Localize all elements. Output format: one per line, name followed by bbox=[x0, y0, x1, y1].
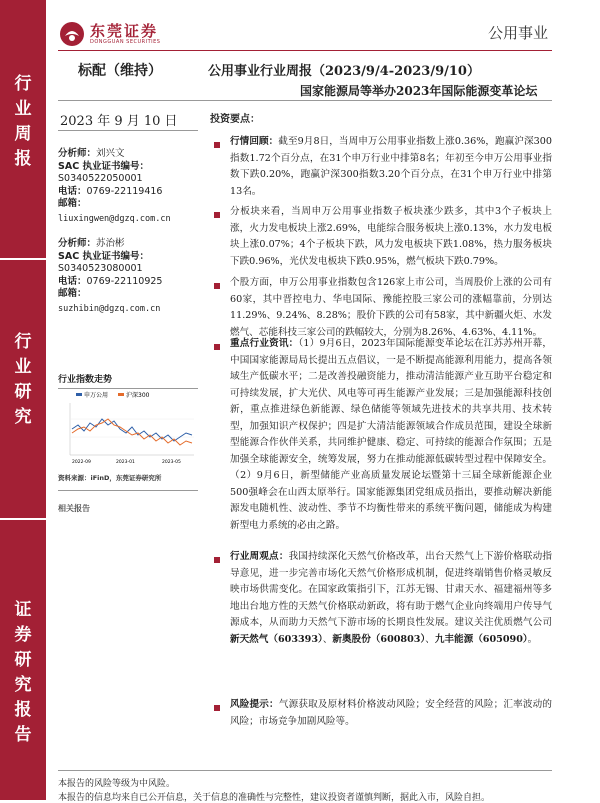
band-char: 研 bbox=[14, 650, 32, 670]
separator: 、 bbox=[425, 633, 435, 645]
report-date: 2023 年 9 月 10 日 bbox=[60, 114, 178, 129]
date-rule bbox=[58, 130, 198, 131]
analyst-name: 刘兴文 bbox=[96, 148, 125, 159]
report-subtitle: 国家能源局等举办2023年国际能源变革论坛 bbox=[300, 84, 538, 98]
bullet-icon bbox=[214, 344, 220, 350]
email-link[interactable]: suzhibin@dgzq.com.cn bbox=[58, 303, 161, 314]
rating: 标配（维持） bbox=[78, 63, 162, 79]
separator: 、 bbox=[322, 633, 333, 645]
title-rule bbox=[58, 100, 552, 101]
band-section-industry-research bbox=[0, 330, 46, 430]
bullet-icon bbox=[214, 283, 220, 289]
sector-label: 公用事业 bbox=[488, 24, 549, 42]
band-char: 券 bbox=[14, 625, 32, 645]
band-char: 告 bbox=[14, 725, 32, 745]
svg-text:2022-09: 2022-09 bbox=[72, 460, 91, 465]
analyst-card bbox=[58, 238, 198, 315]
point-market-review bbox=[230, 134, 552, 200]
phone-number: 0769-22119416 bbox=[86, 185, 163, 197]
band-char: 报 bbox=[14, 700, 32, 720]
band-char: 行 bbox=[14, 74, 32, 94]
point-label: 行情回顾： bbox=[230, 136, 279, 147]
logo-emblem-icon bbox=[58, 20, 86, 48]
svg-text:2023-01: 2023-01 bbox=[116, 460, 135, 465]
cert-number: S0340522050001 bbox=[58, 173, 143, 184]
band-char: 究 bbox=[14, 407, 32, 427]
cert-number: S0340523080001 bbox=[58, 263, 143, 274]
band-char: 证 bbox=[14, 600, 32, 620]
email-link[interactable]: liuxingwen@dgzq.com.cn bbox=[58, 213, 171, 224]
band-char: 业 bbox=[14, 357, 32, 377]
chart-plot bbox=[58, 389, 198, 467]
legend-swatch-hs300 bbox=[118, 393, 124, 396]
phone-label: 电话： bbox=[58, 275, 87, 287]
footer-risk-level: 本报告的风险等级为中风险。 bbox=[58, 779, 176, 789]
point-text: （1）9月6日，2023年国际能源变革论坛在江苏苏州开幕，中国国家能源局局长提出五点倡议，一是不断提高能源利用能力，提高各领域生产低碳水平；二是改善投融资能力，推动清洁能源产业互助平台稳定和可持续发展，扩大光伏、风电等可再生能源产业发展；三是加强能源科技创新，重点推进绿色新能源、绿色储能等领域先进技术的共享共用、技术转型，加强知识产权保护；四是扩大清洁能源领域合作成员范围，建设全球新型能源合作伙伴关系，共同维护健康、稳定、可持续的能源合作氛围；五是加强全球能源安全，统筹发展，努力在推动能源低碳转型过程中保障安全。（2）9月6日，新型储能产业高质量发展论坛暨第十三届全球新能源企业500强峰会在山西太原举行。国家能源集团党组成员指出，要推动解决新能源发电随机性、波动性、季节不均衡性带来的系统平衡问题，储能成为构建新型电力系统的必由之路。 bbox=[230, 338, 552, 531]
band-section-securities-report bbox=[0, 598, 46, 748]
band-char: 行 bbox=[14, 332, 32, 352]
point-text: 气源获取及原材料价格波动风险；安全经营的风险；汇率波动的风险；市场竞争加剧风险等。 bbox=[230, 699, 553, 727]
band-divider bbox=[0, 258, 46, 260]
band-section-industry-weekly bbox=[0, 72, 46, 172]
phone-number: 0769-22110925 bbox=[86, 275, 163, 287]
company-name: 新奥股份（600803） bbox=[332, 633, 426, 645]
point-sub-sectors bbox=[230, 204, 552, 270]
period: 。 bbox=[527, 633, 538, 645]
legend-swatch-utility bbox=[76, 393, 82, 396]
point-text: 我国持续深化天然气价格改革，出台天然气上下游价格联动指导意见，进一步完善市场化天然气价格形成机制，促进终端销售价格灵敏反映市场供需变化。在国家政策指引下，江苏无锡、甘肃天水、福建福州等多地出台地方性的天然气价格联动新政，将有助于燃气企业向终端用户传导气源成本，从而助力天然气下游市场的长期良性发展。建议关注优质燃气公司 bbox=[230, 551, 553, 628]
point-label: 重点行业资讯： bbox=[230, 338, 299, 349]
company-name: 新天然气（603393） bbox=[230, 633, 323, 645]
analyst-label: 分析师： bbox=[58, 238, 97, 249]
bullet-icon bbox=[214, 705, 220, 711]
analyst-name: 苏治彬 bbox=[96, 238, 125, 249]
point-label: 行业周观点： bbox=[230, 551, 289, 562]
index-trend-chart bbox=[58, 372, 198, 514]
bullet-icon bbox=[214, 212, 220, 218]
email-label: 邮箱： bbox=[58, 288, 87, 299]
cert-label: SAC 执业证书编号： bbox=[58, 250, 149, 262]
band-char: 究 bbox=[14, 675, 32, 695]
email-label: 邮箱： bbox=[58, 198, 87, 209]
legend-label-utility: 申万公用 bbox=[84, 392, 109, 399]
point-risk bbox=[230, 697, 552, 730]
chart-source: 资料来源：iFinD，东莞证券研究所 bbox=[58, 474, 162, 482]
series-line-utility bbox=[72, 419, 192, 441]
company-name: 九丰能源（605090） bbox=[434, 633, 528, 645]
analyst-card bbox=[58, 148, 198, 225]
point-label: 风险提示： bbox=[230, 699, 279, 710]
point-stocks bbox=[230, 275, 552, 341]
point-weekly-view bbox=[230, 549, 552, 648]
svg-text:2023-05: 2023-05 bbox=[162, 460, 181, 465]
band-divider bbox=[0, 518, 46, 520]
legend-label-hs300: 沪深300 bbox=[126, 392, 150, 399]
point-industry-news bbox=[230, 336, 552, 534]
logo-text-en: DONGGUAN SECURITIES bbox=[90, 39, 161, 45]
logo-text-cn: 东莞证券 bbox=[90, 22, 159, 40]
analyst-label: 分析师： bbox=[58, 148, 97, 159]
bullet-icon bbox=[214, 557, 220, 563]
point-text: 个股方面，申万公用事业指数包含126家上市公司，当周股价上涨的公司有60家，其中晋控电力、华电国际、豫能控股三家公司的涨幅靠前，分别达11.29%、9.24%、8.28%；股价下跌的公司有58家，其中新疆火炬、水发燃气、芯能科技三家公司的跌幅较大，分别为8.26%、4.63%、4.11%。 bbox=[230, 277, 552, 338]
related-reports-heading: 相关报告 bbox=[58, 504, 90, 513]
phone-label: 电话： bbox=[58, 185, 87, 197]
company-logo bbox=[58, 20, 208, 50]
footer-rule bbox=[58, 770, 552, 771]
footer-disclaimer: 本报告的信息均来自已公开信息，关于信息的准确性与完整性，建议投资者谨慎判断，据此入市，风险自担。 bbox=[58, 793, 491, 803]
cert-label: SAC 执业证书编号： bbox=[58, 160, 149, 172]
report-title: 公用事业行业周报（2023/9/4-2023/9/10） bbox=[208, 64, 480, 79]
points-title: 投资要点： bbox=[210, 114, 260, 125]
band-char: 周 bbox=[14, 124, 32, 144]
bullet-icon bbox=[214, 142, 220, 148]
band-char: 业 bbox=[14, 99, 32, 119]
point-text: 截至9月8日，当周申万公用事业指数上涨0.36%，跑赢沪深300指数1.72个百分点，在31个申万行业中排第8名；年初至今申万公用事业指数下跌0.20%，跑赢沪深300指数3.20个百分点，在31个申万行业中排第13名。 bbox=[230, 136, 552, 197]
chart-heading: 行业指数走势 bbox=[58, 375, 113, 385]
header-rule bbox=[58, 50, 552, 51]
band-char: 报 bbox=[14, 149, 32, 169]
point-text: 分板块来看，当周申万公用事业指数子板块涨少跌多，其中3个子板块上涨，火力发电板块上涨2.69%，电能综合服务板块上涨0.13%，水力发电板块上涨0.07%；4个子板块下跌，风力发电板块下跌1.08%，热力服务板块下跌0.96%，光伏发电板块下跌0.95%，燃气板块下跌0.79%。 bbox=[230, 206, 552, 267]
band-char: 研 bbox=[14, 382, 32, 402]
